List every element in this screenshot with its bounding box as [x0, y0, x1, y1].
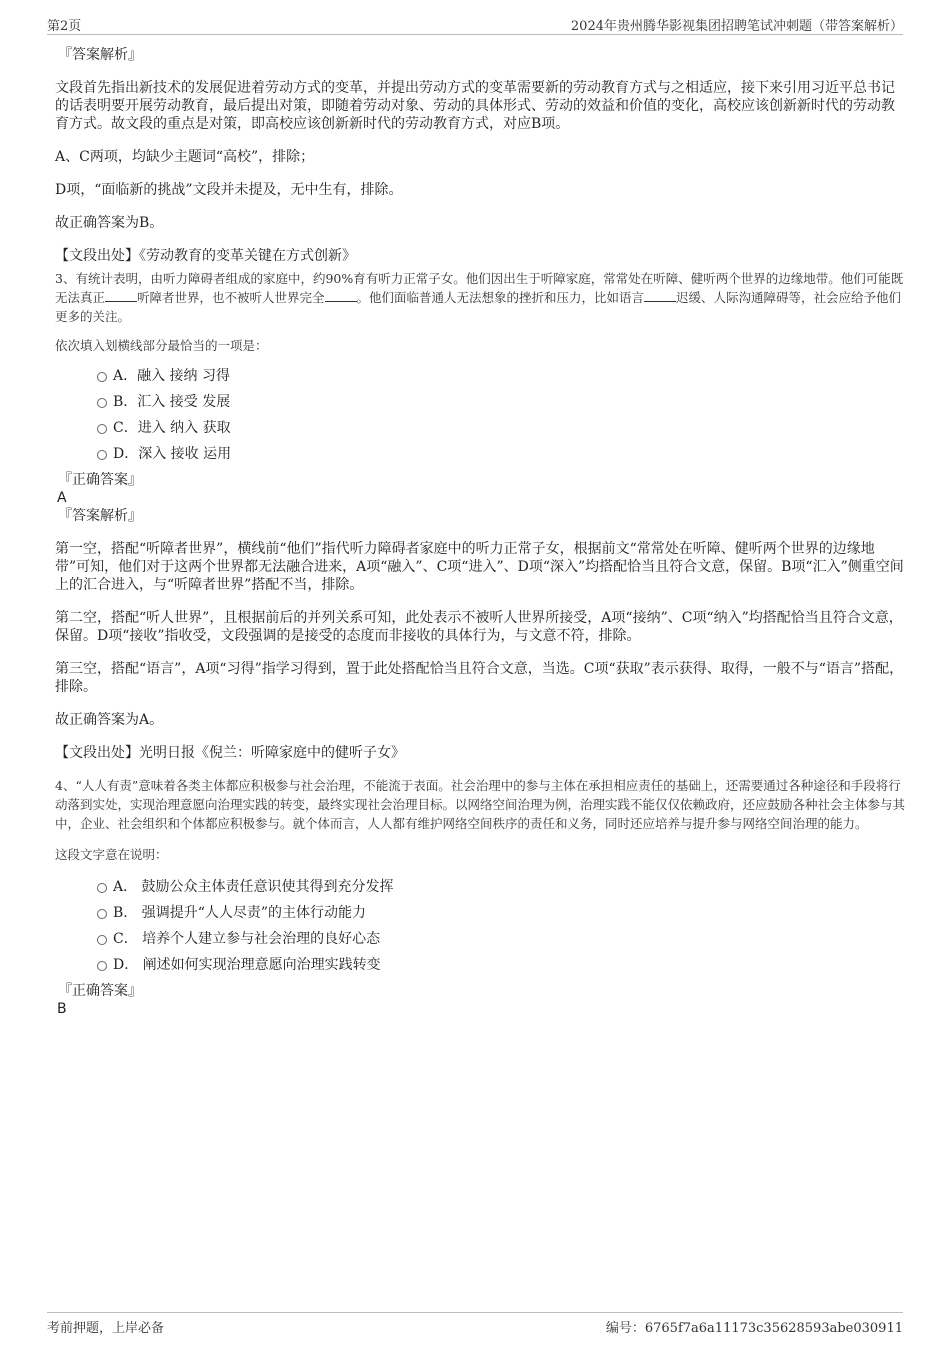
correct-answer: B: [57, 1001, 67, 1017]
radio-icon[interactable]: [97, 883, 107, 893]
fill-blank: [325, 289, 357, 302]
fill-blank: [644, 289, 676, 302]
radio-icon[interactable]: [97, 398, 107, 408]
source-line: 【文段出处】《劳动教育的变革关键在方式创新》: [55, 248, 356, 264]
option-b[interactable]: B． 强调提升“人人尽责”的主体行动能力: [55, 900, 905, 926]
page-content: [55, 46, 905, 1018]
option-c[interactable]: C． 培养个人建立参与社会治理的良好心态: [55, 926, 905, 952]
option-d[interactable]: D．深入 接收 运用: [55, 441, 905, 467]
radio-icon[interactable]: [97, 424, 107, 434]
analysis-tag: 『答案解析』: [58, 47, 142, 63]
analysis-paragraph: D项，“面临新的挑战”文段并未提及，无中生有，排除。: [55, 182, 403, 198]
radio-icon[interactable]: [97, 909, 107, 919]
analysis-paragraph: 第二空，搭配“听人世界”，且根据前后的并列关系可知，此处表示不被听人世界所接受，A项“接纳”、C项“纳入”均搭配恰当且符合文意，保留。D项“接收”指收受，文段强调的是接受的态度而非接收的具体行为，与文意不符，排除。: [55, 610, 903, 644]
fill-blank: [105, 289, 137, 302]
analysis-tag: 『答案解析』: [58, 508, 142, 524]
page-header: [47, 12, 903, 35]
radio-icon[interactable]: [97, 935, 107, 945]
analysis-paragraph: 文段首先指出新技术的发展促进着劳动方式的变革，并提出劳动方式的变革需要新的劳动教育方式与之相适应，接下来引用习近平总书记的话表明要开展劳动教育，最后提出对策，即随着劳动对象、劳动的具体形式、劳动的效益和价值的变化，高校应该创新新时代的劳动教育方式。故文段的重点是对策，即高校应该创新新时代的劳动教育方式，对应B项。: [55, 80, 895, 132]
option-c[interactable]: C．进入 纳入 获取: [55, 415, 905, 441]
document-title: 2024年贵州腾华影视集团招聘笔试冲刺题（带答案解析）: [570, 19, 903, 34]
analysis-paragraph: 故正确答案为B。: [55, 215, 164, 231]
option-a[interactable]: A． 鼓励公众主体责任意识使其得到充分发挥: [55, 874, 905, 900]
correct-answer-tag: 『正确答案』: [58, 472, 142, 488]
option-b[interactable]: B．汇入 接受 发展: [55, 389, 905, 415]
correct-answer: A: [57, 490, 67, 506]
question-3-prompt: 依次填入划横线部分最恰当的一项是：: [55, 338, 268, 353]
page-footer: [47, 1312, 903, 1335]
radio-icon[interactable]: [97, 372, 107, 382]
question-3-text: 3、有统计表明，由听力障碍者组成的家庭中，约90%育有听力正常子女。他们因出生于听障家庭，常常处在听障、健听两个世界的边缘地带。他们可能既无法真正 听障者世界，也不被听人世界完全 。他们面临普通人无法想象的挫折和压力，比如语言 迟缓、人际沟通障碍等，社会应给予他们更多的关注。: [55, 271, 904, 324]
question-4-prompt: 这段文字意在说明：: [55, 847, 168, 862]
question-4-text: 4、“人人有责”意味着各类主体都应积极参与社会治理，不能流于表面。社会治理中的参与主体在承担相应责任的基础上，还需要通过各种途径和手段将行动落到实处，实现治理意愿向治理实践的转变，最终实现社会治理目标。以网络空间治理为例，治理实践不能仅仅依赖政府，还应鼓励各种社会主体参与其中，企业、社会组织和个体都应积极参与。就个体而言，人人都有维护网络空间秩序的责任和义务，同时还应培养与提升参与网络空间治理的能力。: [55, 778, 906, 831]
correct-answer-tag: 『正确答案』: [58, 983, 142, 999]
analysis-paragraph: 第一空，搭配“听障者世界”，横线前“他们”指代听力障碍者家庭中的听力正常子女，根据前文“常常处在听障、健听两个世界的边缘地带”可知，他们对于这两个世界都无法融合进来，A项“融入”、C项“进入”、D项“深入”均搭配恰当且符合文意，保留。B项“汇入”侧重空间上的汇合进入，与“听障者世界”搭配不当，排除。: [55, 541, 904, 593]
analysis-paragraph: A、C两项，均缺少主题词“高校”，排除；: [55, 149, 315, 165]
option-a[interactable]: A．融入 接纳 习得: [55, 363, 905, 389]
option-d[interactable]: D． 阐述如何实现治理意愿向治理实践转变: [55, 952, 905, 978]
page-number: 第2页: [47, 19, 82, 34]
document-id: 编号：6765f7a6a11173c35628593abe030911: [605, 1321, 903, 1336]
analysis-paragraph: 故正确答案为A。: [55, 712, 164, 728]
footer-slogan: 考前押题，上岸必备: [47, 1321, 165, 1336]
source-line: 【文段出处】光明日报《倪兰：听障家庭中的健听子女》: [55, 745, 405, 761]
analysis-paragraph: 第三空，搭配“语言”，A项“习得”指学习得到，置于此处搭配恰当且符合文意，当选。C项“获取”表示获得、取得，一般不与“语言”搭配，排除。: [55, 661, 904, 695]
radio-icon[interactable]: [97, 961, 107, 971]
radio-icon[interactable]: [97, 450, 107, 460]
